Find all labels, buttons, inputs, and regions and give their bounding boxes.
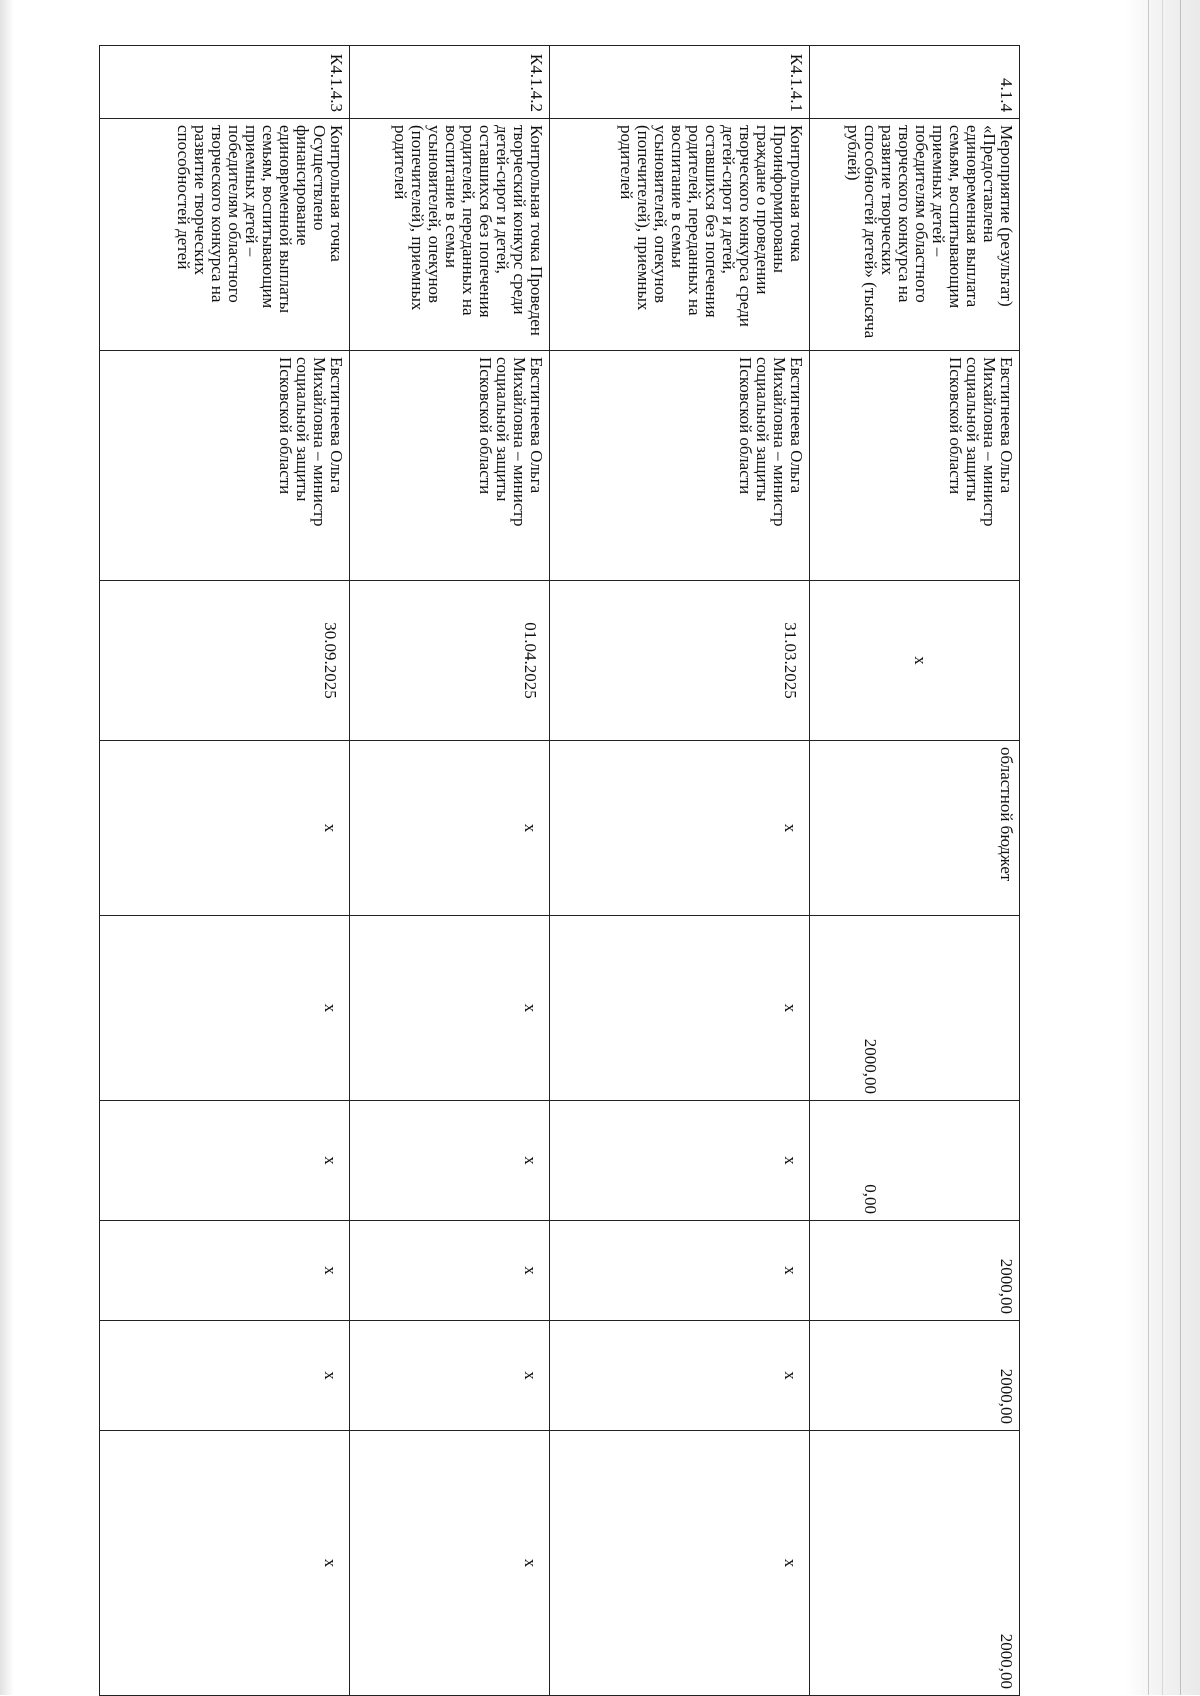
row-code: К4.1.4.2 [350,46,550,119]
table-row [350,46,550,1696]
scan-artifact-line [1148,0,1149,1695]
row-date: 30.09.2025 [100,581,350,741]
row-value-1: x [350,916,550,1101]
rotated-page [100,45,1020,1695]
row-code: К4.1.4.3 [100,46,350,119]
row-value-4: x [100,1321,350,1431]
row-name: Мероприятие (результат) «Предоставлена единовременная выплата семьям, воспитывающим приемных детей – победителям областного творческого конкурса на развитие творческих способностей детей» (тысяча рублей) [810,119,1020,351]
row-value-4: x [550,1321,810,1431]
row-date: 31.03.2025 [550,581,810,741]
row-value-3: 2000,00 [810,1221,1020,1321]
row-name: Контрольная точка Проинформированы граждане о проведении творческого конкурса среди детей-сирот и детей, оставшихся без попечения родителей, переданных на воспитание в семьи усыновителей, опекунов (попечителей), приемных родителей [550,119,810,351]
row-value-2: x [350,1101,550,1221]
table-row [810,46,1020,1696]
row-date: 01.04.2025 [350,581,550,741]
row-value-4: 2000,00 [810,1321,1020,1431]
row-source: областной бюджет [810,741,1020,916]
measures-table [99,45,1020,1696]
row-value-3: x [100,1221,350,1321]
scan-artifact-line [1162,0,1163,1695]
row-date: x [810,581,1020,741]
row-source: x [550,741,810,916]
row-value-5: x [100,1431,350,1696]
row-responsible: Евстигнеева Ольга Михайловна – министр социальной защиты Псковской области [810,351,1020,581]
scan-artifact-line [1180,0,1181,1695]
row-value-2: 0,00 [810,1101,1020,1221]
row-value-1: 2000,00 [810,916,1020,1101]
row-value-3: x [350,1221,550,1321]
row-value-2: x [100,1101,350,1221]
row-value-5: x [350,1431,550,1696]
row-value-4: x [350,1321,550,1431]
row-value-3: x [550,1221,810,1321]
row-code: 4.1.4 [810,46,1020,119]
row-value-1: x [550,916,810,1101]
row-value-5: x [550,1431,810,1696]
row-source: x [350,741,550,916]
row-value-1: x [100,916,350,1101]
row-responsible: Евстигнеева Ольга Михайловна – министр социальной защиты Псковской области [550,351,810,581]
row-name: Контрольная точка Проведен творческий конкурс среди детей-сирот и детей, оставшихся без попечения родителей, переданных на воспитание в семьи усыновителей, опекунов (попечителей), приемных родителей [350,119,550,351]
row-name: Контрольная точка Осуществлено финансирование единовременной выплаты семьям, воспитывающим приемных детей – победителям областного творческого конкурса на развитие творческих способностей детей [100,119,350,351]
table-row [550,46,810,1696]
row-value-2: x [550,1101,810,1221]
table-row [100,46,350,1696]
row-source: x [100,741,350,916]
row-value-5: 2000,00 [810,1431,1020,1696]
row-responsible: Евстигнеева Ольга Михайловна – министр социальной защиты Псковской области [350,351,550,581]
row-code: К4.1.4.1 [550,46,810,119]
row-responsible: Евстигнеева Ольга Михайловна – министр социальной защиты Псковской области [100,351,350,581]
scan-left-edge [0,0,14,1695]
